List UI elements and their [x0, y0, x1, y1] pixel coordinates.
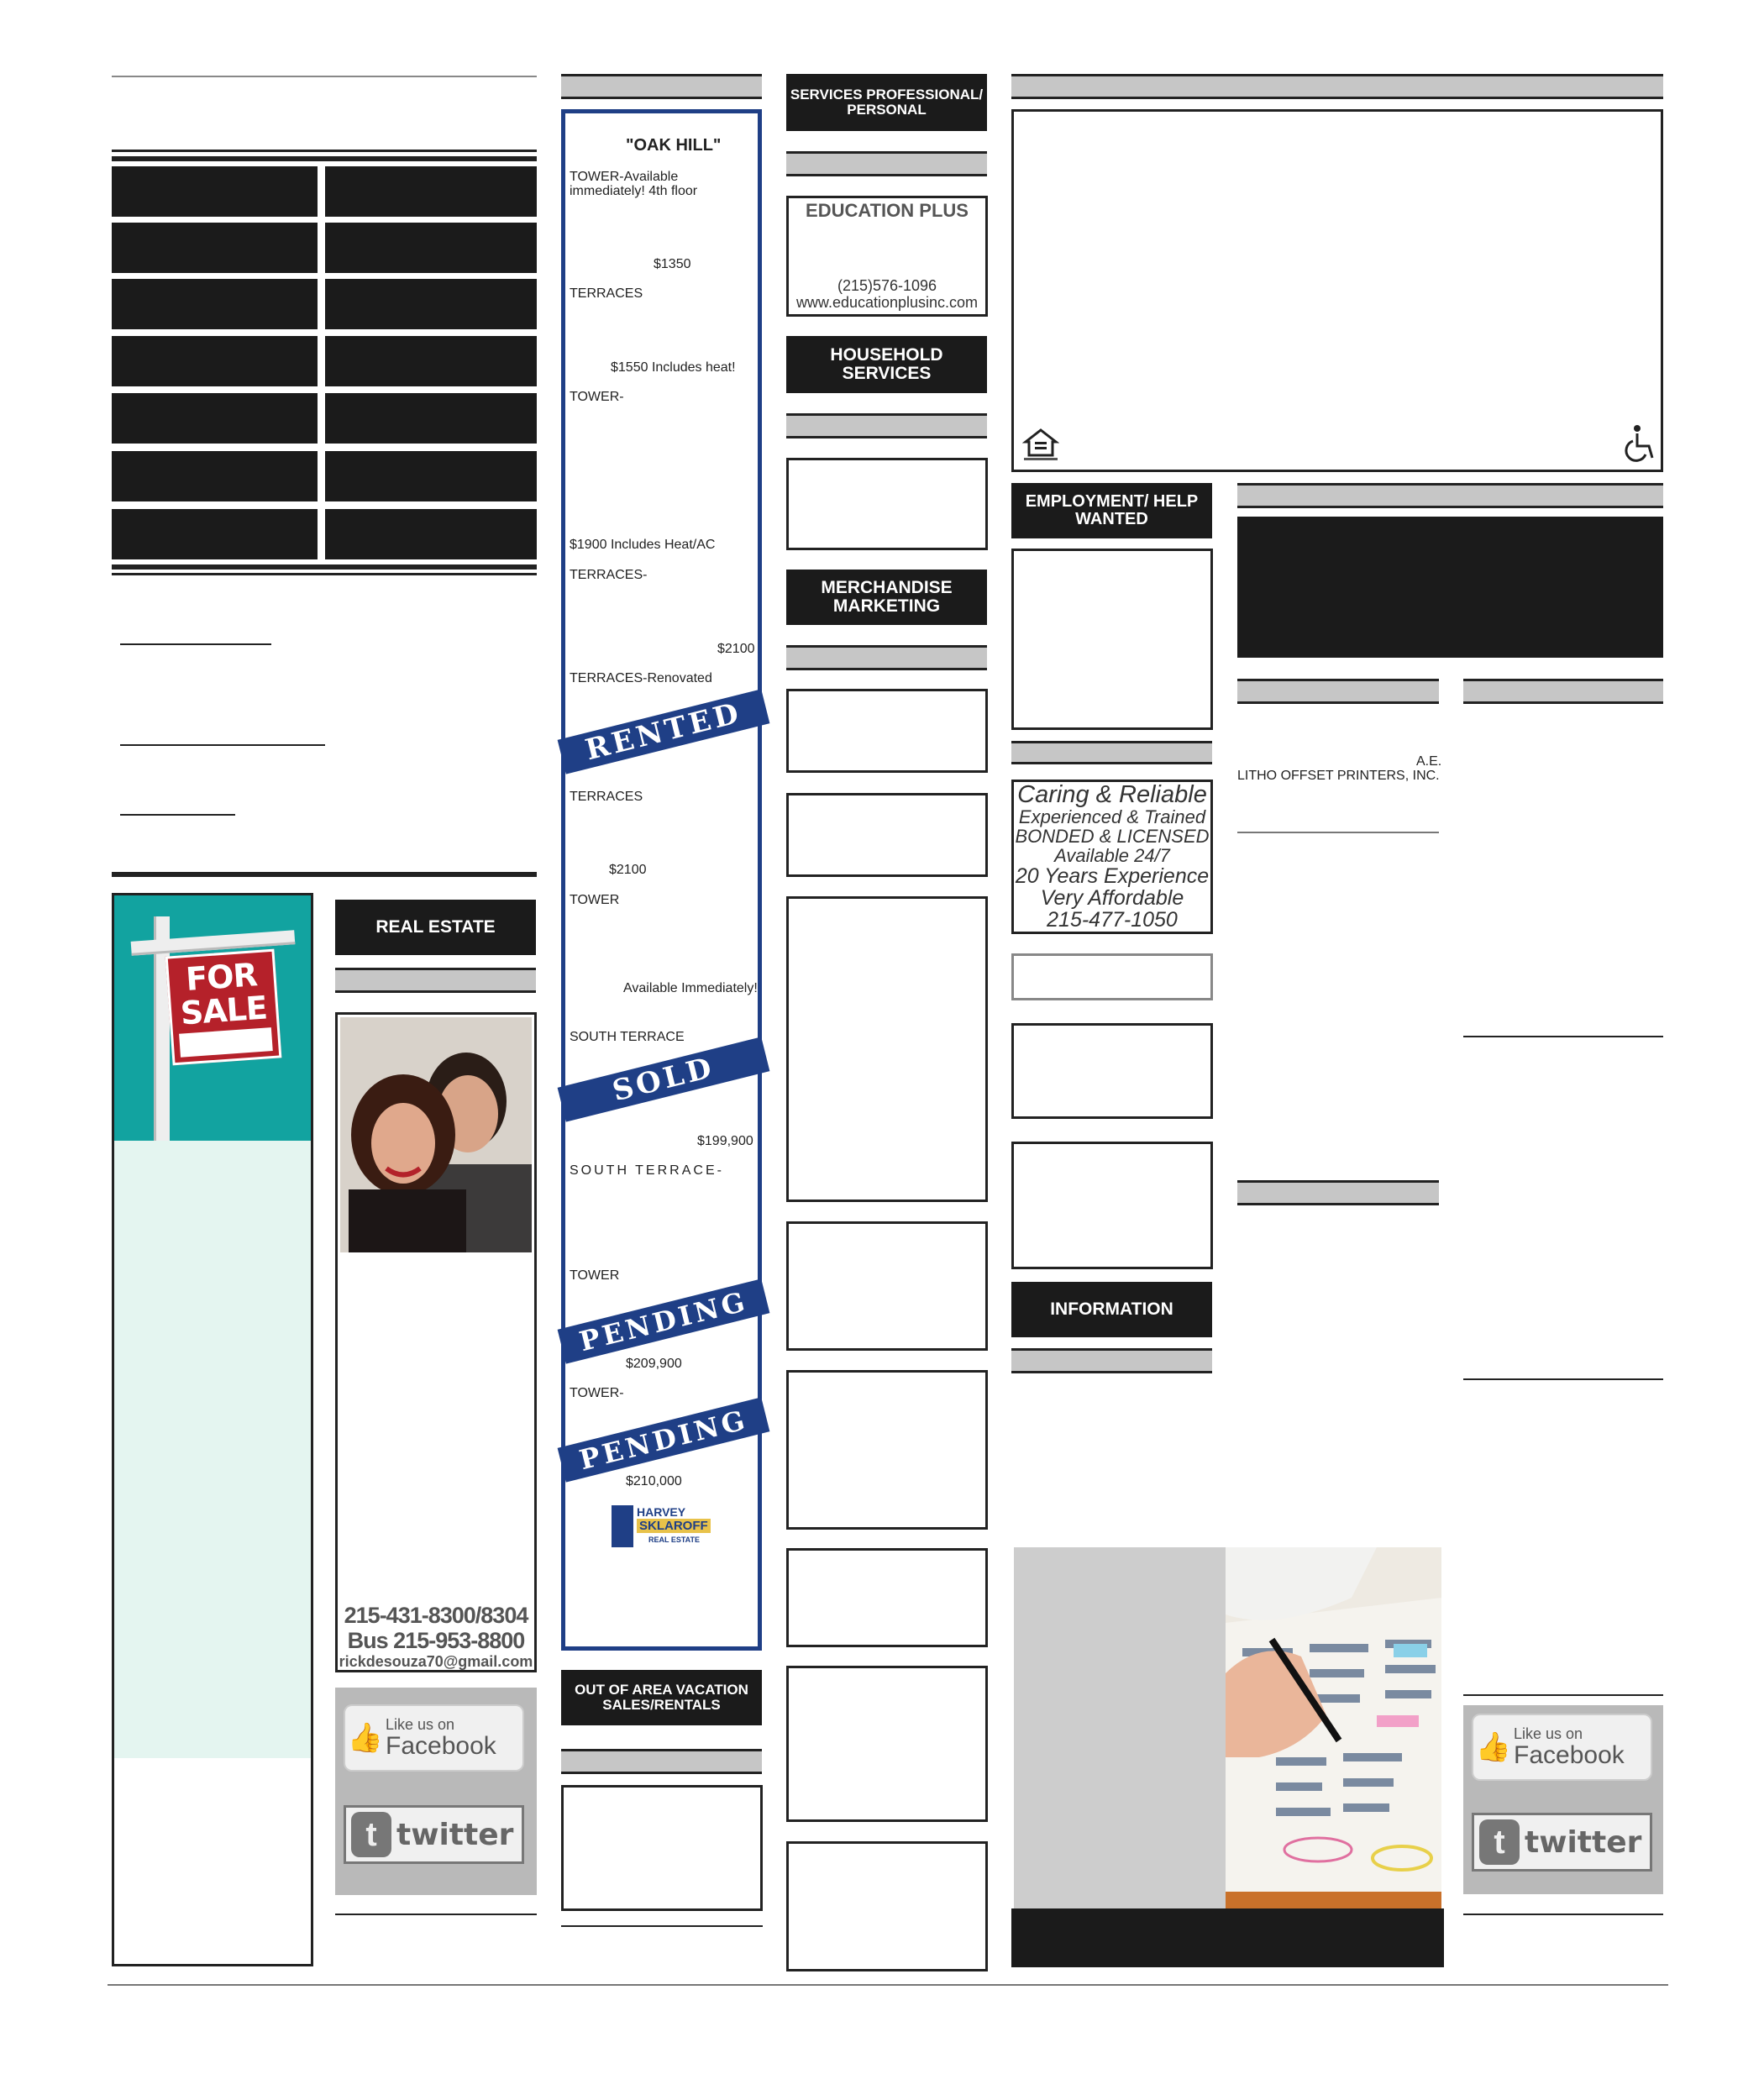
listing-text: TOWER-Available immediately! 4th floor	[570, 170, 698, 198]
rule	[335, 1914, 537, 1915]
litho-name: LITHO OFFSET PRINTERS, INC.	[1237, 769, 1440, 783]
gray-header	[786, 645, 987, 670]
twitter-logo-icon: t	[1479, 1819, 1520, 1865]
ad-box	[786, 793, 988, 877]
pending-stamp: PENDING	[558, 1278, 770, 1363]
gray-header	[561, 74, 762, 99]
caregiver-ad	[1011, 780, 1213, 934]
caregiver-phone: 215-477-1050	[1047, 908, 1178, 932]
listing-text: TERRACES-Renovated	[570, 671, 712, 685]
thumbs-up-icon: 👍	[1475, 1731, 1512, 1763]
listing-text: TOWER	[570, 1268, 620, 1283]
gray-header	[1237, 679, 1439, 704]
gray-header	[786, 413, 987, 438]
gray-header	[1011, 741, 1212, 764]
harvey-sklaroff-logo: HARVEY SKLAROFF REAL ESTATE	[612, 1502, 708, 1551]
listing-text: SOUTH TERRACE-	[570, 1163, 724, 1178]
for-sale-line2: SALE	[179, 989, 269, 1032]
rule	[1237, 832, 1439, 833]
ad-box	[786, 1370, 988, 1530]
rule	[1463, 1036, 1663, 1037]
classifieds-photo	[1226, 1547, 1441, 1908]
large-ad-box	[1011, 109, 1663, 472]
rented-stamp: RENTED	[558, 689, 770, 774]
rule	[112, 573, 537, 575]
photo-ad-footer	[1011, 1908, 1444, 1967]
short-rule	[120, 744, 325, 746]
gray-header	[335, 968, 536, 993]
ad-box	[1011, 1142, 1213, 1269]
ad-box	[786, 1548, 988, 1647]
rule	[112, 156, 537, 161]
real-estate-header: REAL ESTATE	[335, 900, 536, 955]
facebook-button[interactable]	[344, 1704, 524, 1772]
agent-bus-phone: Bus 215-953-8800	[347, 1628, 525, 1653]
facebook-small-label: Like us on	[386, 1715, 455, 1733]
equal-housing-icon	[1022, 427, 1059, 462]
services-header: SERVICES PROFESSIONAL/ PERSONAL	[786, 74, 987, 131]
ad-box	[786, 1841, 988, 1971]
information-header: INFORMATION	[1011, 1282, 1212, 1337]
gray-header	[786, 151, 987, 176]
agent-photo-art	[340, 1017, 532, 1252]
listing-price: $1350	[654, 257, 691, 271]
ad-box	[786, 689, 988, 773]
ad-box	[786, 458, 988, 550]
rule	[1463, 1914, 1663, 1915]
listing-price: $209,900	[626, 1357, 682, 1371]
caregiver-line: Caring & Reliable	[1017, 781, 1207, 808]
facebook-small-label: Like us on	[1514, 1725, 1583, 1742]
rule	[112, 564, 537, 570]
listing-text: TOWER	[570, 893, 620, 907]
caregiver-line: Available 24/7	[1054, 845, 1170, 866]
agent-photo	[340, 1017, 532, 1252]
listing-price: $2100	[717, 642, 755, 656]
caregiver-line: Experienced & Trained	[1018, 806, 1206, 827]
gray-header	[1011, 1348, 1212, 1373]
listing-text: TOWER-	[570, 1386, 624, 1400]
listing-price: $2100	[609, 863, 647, 877]
thumbs-up-icon: 👍	[347, 1722, 384, 1754]
for-sale-sign	[165, 949, 282, 1066]
short-rule	[120, 814, 235, 816]
education-name: EDUCATION PLUS	[806, 200, 969, 221]
gray-header	[1237, 1180, 1439, 1205]
facebook-big-label: Facebook	[386, 1731, 496, 1760]
out-of-area-header: OUT OF AREA VACATION SALES/RENTALS	[561, 1670, 762, 1725]
twitter-label: twitter	[1525, 1824, 1642, 1860]
listing-price: $1900 Includes Heat/AC	[570, 538, 716, 552]
education-phone: (215)576-1096	[837, 277, 937, 294]
social-panel-left	[335, 1688, 537, 1895]
twitter-button[interactable]	[1472, 1813, 1652, 1872]
gray-header-wide	[1237, 483, 1663, 508]
top-rule	[112, 76, 537, 77]
rule	[112, 150, 537, 152]
education-url[interactable]: www.educationplusinc.com	[795, 294, 979, 311]
listing-price: $1550 Includes heat!	[611, 360, 736, 375]
agent-email: rickdesouza70@gmail.com	[339, 1653, 533, 1670]
gray-header-wide	[1011, 74, 1663, 99]
listing-text: TERRACES-	[570, 568, 648, 582]
education-plus-ad	[786, 196, 988, 317]
listing-price: $210,000	[626, 1474, 682, 1488]
rule	[1463, 1694, 1663, 1696]
household-header: HOUSEHOLD SERVICES	[786, 336, 987, 393]
light-panel	[114, 1141, 311, 1758]
listing-price: $199,900	[697, 1134, 753, 1148]
ad-box	[1011, 953, 1213, 1000]
listing-text: TERRACES	[570, 790, 643, 804]
listing-text: TERRACES	[570, 286, 643, 301]
rule	[1463, 1378, 1663, 1380]
gray-header	[561, 1749, 762, 1774]
oak-hill-title: "OAK HILL"	[626, 136, 722, 155]
agent-ad	[335, 1012, 537, 1672]
for-sale-ad	[112, 893, 313, 1966]
gray-header	[1463, 679, 1663, 704]
facebook-button[interactable]	[1472, 1714, 1652, 1781]
twitter-button[interactable]	[344, 1805, 524, 1864]
rule	[112, 872, 537, 877]
twitter-label: twitter	[396, 1817, 514, 1852]
merchandise-header: MERCHANDISE MARKETING	[786, 570, 987, 625]
pending-stamp: PENDING	[558, 1397, 770, 1482]
classifieds-photo-ad	[1014, 1547, 1441, 1908]
listing-price: Available Immediately!	[623, 981, 758, 995]
agent-phone: 215-431-8300/8304	[344, 1603, 528, 1628]
facebook-big-label: Facebook	[1514, 1740, 1625, 1769]
ad-box	[1011, 549, 1213, 730]
listing-text: SOUTH TERRACE	[570, 1030, 685, 1044]
ad-box	[786, 1221, 988, 1351]
black-banner	[1237, 517, 1663, 658]
ad-box	[1011, 1023, 1213, 1119]
caregiver-line: Very Affordable	[1040, 886, 1184, 910]
ad-box	[786, 896, 988, 1202]
twitter-logo-icon: t	[351, 1812, 391, 1857]
employment-header: EMPLOYMENT/ HELP WANTED	[1011, 483, 1212, 538]
for-sale-line1: FOR	[184, 956, 259, 998]
listing-text: TOWER-	[570, 390, 624, 404]
classifieds-photo-art	[1226, 1547, 1441, 1908]
litho-initials: A.E.	[1416, 754, 1442, 769]
social-panel-right	[1463, 1705, 1663, 1894]
wheelchair-icon	[1624, 424, 1659, 463]
caregiver-line: 20 Years Experience	[1015, 864, 1210, 888]
page-bottom-rule	[108, 1984, 1668, 1986]
sold-stamp: SOLD	[558, 1037, 770, 1121]
short-rule	[120, 643, 271, 645]
caregiver-line: BONDED & LICENSED	[1015, 826, 1210, 847]
rule	[561, 1925, 763, 1927]
ad-box	[786, 1666, 988, 1822]
ad-box	[561, 1785, 763, 1911]
